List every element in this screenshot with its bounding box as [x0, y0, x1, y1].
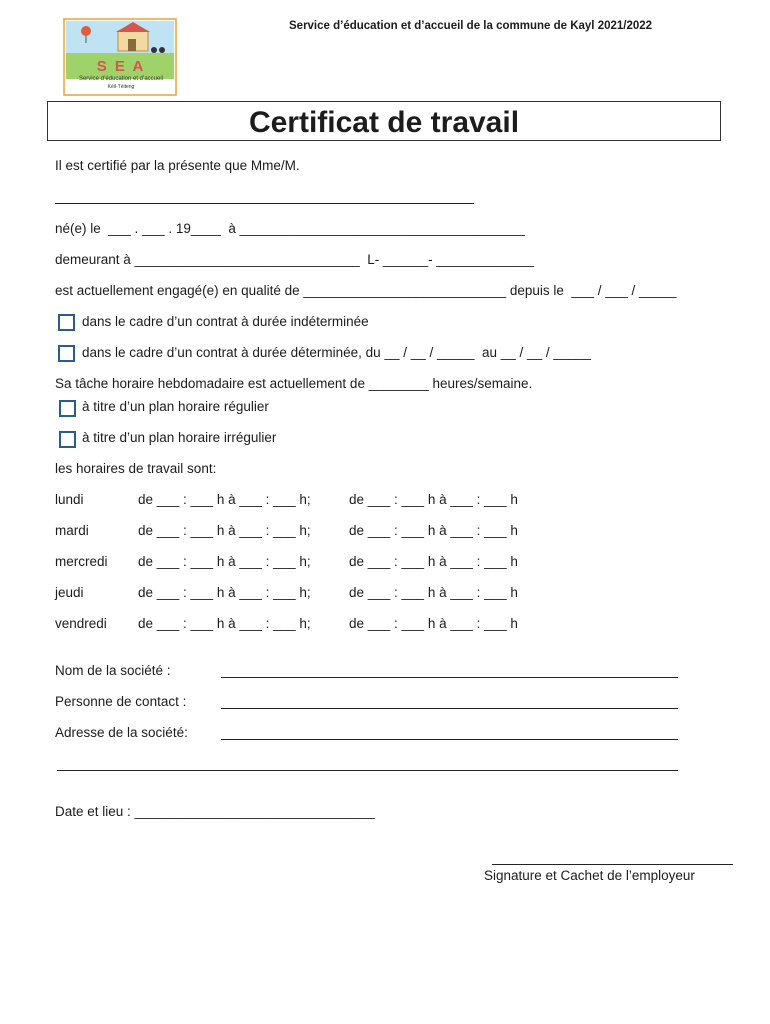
schedule-day: lundi: [55, 492, 84, 507]
name-line[interactable]: [55, 203, 474, 204]
logo-letters: S E A: [96, 58, 146, 75]
schedule-day: mercredi: [55, 554, 108, 569]
page-title: Certificat de travail: [248, 106, 520, 139]
date-place-field[interactable]: Date et lieu : ________________________________: [55, 804, 375, 819]
logo-location: Kéil-Téiteng: [107, 84, 135, 90]
intro-text: Il est certifié par la présente que Mme/M.: [55, 158, 300, 173]
schedule-slot-2[interactable]: de ___ : ___ h à ___ : ___ h: [349, 523, 518, 538]
signature-label: Signature et Cachet de l’employeur: [484, 868, 695, 883]
irregular-checkbox[interactable]: [59, 431, 76, 448]
schedule-label: les horaires de travail sont:: [55, 461, 217, 476]
regular-label: à titre d’un plan horaire régulier: [82, 399, 269, 414]
schedule-slot-2[interactable]: de ___ : ___ h à ___ : ___ h: [349, 616, 518, 631]
schedule-day: jeudi: [55, 585, 84, 600]
contact-line[interactable]: [221, 708, 678, 709]
birth-field[interactable]: né(e) le ___ . ___ . 19____ à ______________________________________: [55, 221, 525, 236]
company-address-line[interactable]: [221, 739, 678, 740]
schedule-slot-1[interactable]: de ___ : ___ h à ___ : ___ h;: [138, 492, 311, 507]
signature-line[interactable]: [492, 864, 733, 865]
weekly-hours-field[interactable]: Sa tâche horaire hebdomadaire est actuellement de ________ heures/semaine.: [55, 376, 533, 391]
schedule-slot-1[interactable]: de ___ : ___ h à ___ : ___ h;: [138, 523, 311, 538]
logo-subtitle: Service d’éducation et d’accueil: [78, 76, 164, 82]
company-address-line-2[interactable]: [57, 770, 678, 771]
title-box: [47, 101, 721, 141]
cdd-checkbox[interactable]: [58, 345, 75, 362]
irregular-label: à titre d’un plan horaire irrégulier: [82, 430, 277, 445]
schedule-slot-2[interactable]: de ___ : ___ h à ___ : ___ h: [349, 585, 518, 600]
contact-label: Personne de contact :: [55, 694, 187, 709]
address-field[interactable]: demeurant à ______________________________ L- ______- _____________: [55, 252, 534, 267]
schedule-slot-1[interactable]: de ___ : ___ h à ___ : ___ h;: [138, 585, 311, 600]
schedule-day: vendredi: [55, 616, 107, 631]
company-address-label: Adresse de la société:: [55, 725, 188, 740]
sea-logo: [62, 17, 180, 97]
service-title: Service d’éducation et d’accueil de la commune de Kayl 2021/2022: [289, 20, 653, 32]
cdd-label: dans le cadre d’un contrat à durée déterminée, du __ / __ / _____ au __ / __ / _____: [82, 345, 591, 360]
schedule-slot-2[interactable]: de ___ : ___ h à ___ : ___ h: [349, 554, 518, 569]
cdi-label: dans le cadre d’un contrat à durée indéterminée: [82, 314, 369, 329]
schedule-slot-1[interactable]: de ___ : ___ h à ___ : ___ h;: [138, 616, 311, 631]
position-field[interactable]: est actuellement engagé(e) en qualité de ___________________________ depuis le ___ / ___ / _____: [55, 283, 677, 298]
schedule-slot-1[interactable]: de ___ : ___ h à ___ : ___ h;: [138, 554, 311, 569]
schedule-day: mardi: [55, 523, 89, 538]
company-name-label: Nom de la société :: [55, 663, 171, 678]
schedule-slot-2[interactable]: de ___ : ___ h à ___ : ___ h: [349, 492, 518, 507]
company-name-line[interactable]: [221, 677, 678, 678]
cdi-checkbox[interactable]: [58, 314, 75, 331]
regular-checkbox[interactable]: [59, 400, 76, 417]
